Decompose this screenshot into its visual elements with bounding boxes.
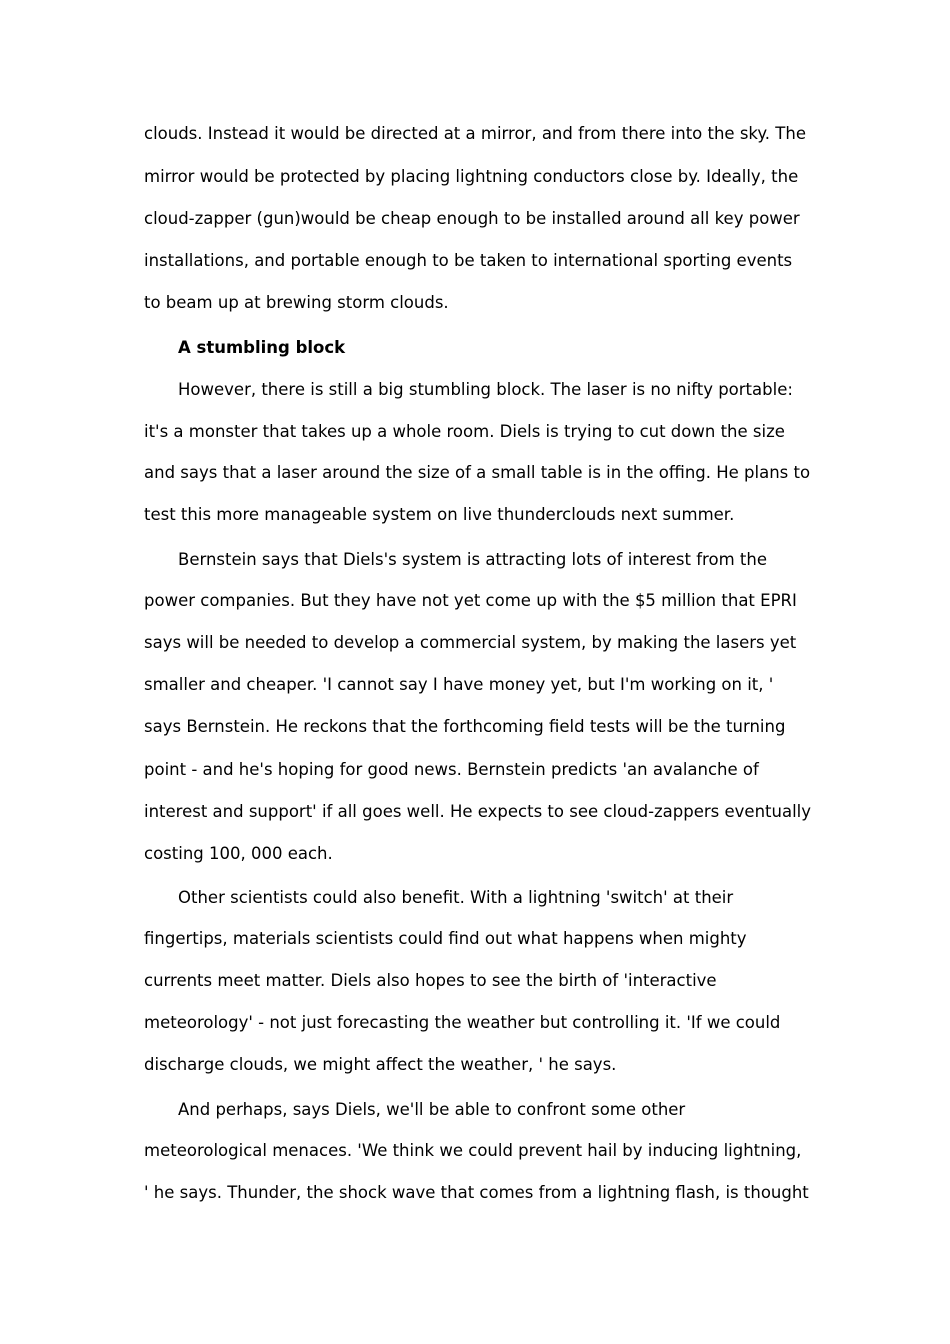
text-line: And perhaps, says Diels, we'll be able to confront some other bbox=[178, 1100, 686, 1119]
text-line: Other scientists could also benefit. With a lightning 'switch' at their bbox=[178, 888, 734, 907]
text-line: power companies. But they have not yet come up with the $5 million that EPRI bbox=[144, 591, 797, 610]
text-line: mirror would be protected by placing lightning conductors close by. Ideally, the bbox=[144, 167, 799, 186]
text-line: clouds. Instead it would be directed at a mirror, and from there into the sky. The bbox=[144, 124, 806, 143]
text-line: says Bernstein. He reckons that the forthcoming field tests will be the turning bbox=[144, 717, 786, 736]
text-line: says will be needed to develop a commercial system, by making the lasers yet bbox=[144, 633, 797, 652]
text-line: ' he says. Thunder, the shock wave that comes from a lightning flash, is thought bbox=[144, 1183, 809, 1202]
text-line: meteorological menaces. 'We think we could prevent hail by inducing lightning, bbox=[144, 1141, 802, 1160]
text-line: it's a monster that takes up a whole room. Diels is trying to cut down the size bbox=[144, 422, 785, 441]
text-line: test this more manageable system on live thunderclouds next summer. bbox=[144, 505, 735, 524]
section-heading: A stumbling block bbox=[178, 338, 346, 357]
text-line: costing 100, 000 each. bbox=[144, 844, 333, 863]
text-line: cloud-zapper (gun)would be cheap enough to be installed around all key power bbox=[144, 209, 800, 228]
text-line: However, there is still a big stumbling block. The laser is no nifty portable: bbox=[178, 380, 793, 399]
text-line: fingertips, materials scientists could find out what happens when mighty bbox=[144, 929, 747, 948]
text-line: to beam up at brewing storm clouds. bbox=[144, 293, 449, 312]
text-line: meteorology' - not just forecasting the weather but controlling it. 'If we could bbox=[144, 1013, 781, 1032]
text-line: Bernstein says that Diels's system is attracting lots of interest from the bbox=[178, 550, 767, 569]
text-line: interest and support' if all goes well. He expects to see cloud-zappers eventually bbox=[144, 802, 812, 821]
text-line: currents meet matter. Diels also hopes to see the birth of 'interactive bbox=[144, 971, 717, 990]
text-line: and says that a laser around the size of a small table is in the offing. He plans to bbox=[144, 463, 811, 482]
text-line: point - and he's hoping for good news. Bernstein predicts 'an avalanche of bbox=[144, 760, 759, 779]
text-line: smaller and cheaper. 'I cannot say I have money yet, but I'm working on it, ' bbox=[144, 675, 774, 694]
text-line: discharge clouds, we might affect the weather, ' he says. bbox=[144, 1055, 617, 1074]
text-line: installations, and portable enough to be taken to international sporting events bbox=[144, 251, 793, 270]
